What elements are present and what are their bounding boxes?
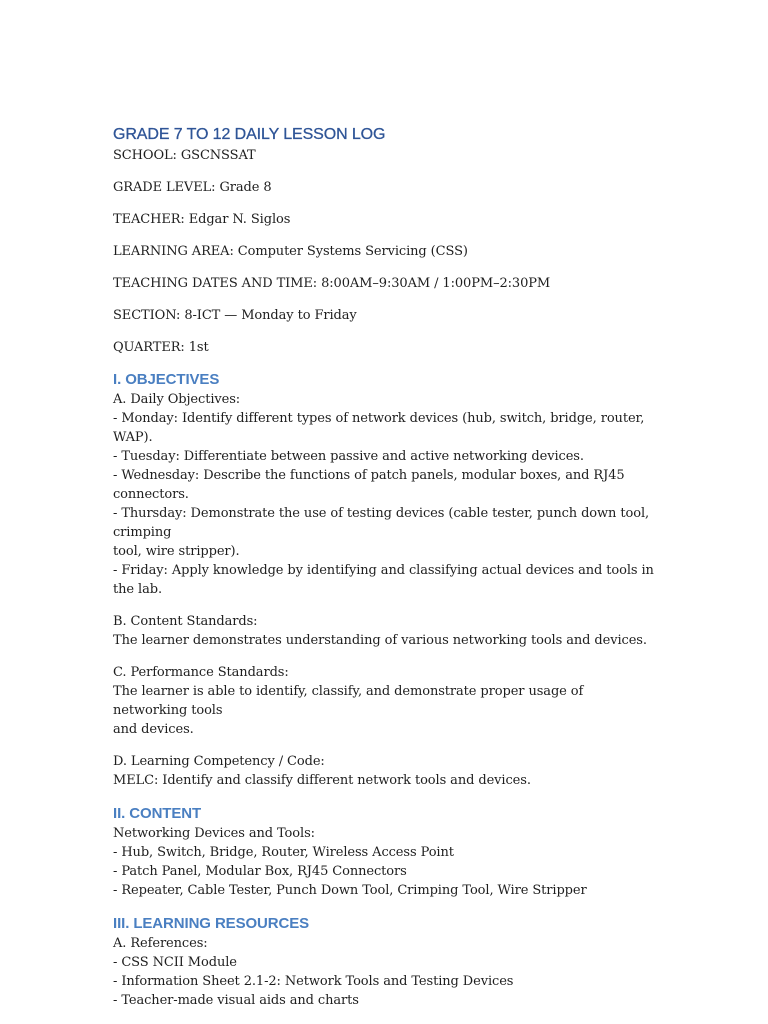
daily-objectives-label: A. Daily Objectives: [113, 392, 241, 407]
list-item: - Patch Panel, Modular Box, RJ45 Connectors [113, 864, 407, 879]
list-item: - Information Sheet 2.1-2: Network Tools and Testing Devices [113, 974, 514, 989]
objective-tuesday: - Tuesday: Differentiate between passive and active networking devices. [113, 449, 584, 464]
objective-monday: - Monday: Identify different types of network devices (hub, switch, bridge, router, WAP). [113, 411, 645, 445]
daily-objectives [113, 390, 658, 599]
meta-learning-area: LEARNING AREA: Computer Systems Servicing (CSS) [113, 244, 468, 259]
content-standards-label: B. Content Standards: [113, 614, 258, 629]
meta-block [113, 146, 658, 357]
learning-competency-label: D. Learning Competency / Code: [113, 754, 325, 769]
performance-standards [113, 663, 658, 739]
content-label: Networking Devices and Tools: [113, 826, 315, 841]
meta-teacher: TEACHER: Edgar N. Siglos [113, 212, 291, 227]
document-title: GRADE 7 TO 12 DAILY LESSON LOG [113, 126, 386, 143]
references-label: A. References: [113, 936, 208, 951]
resources-heading: III. LEARNING RESOURCES [113, 915, 310, 932]
performance-standards-text: The learner is able to identify, classify, and demonstrate proper usage of networking tools [113, 684, 584, 718]
meta-teaching-dates: TEACHING DATES AND TIME: 8:00AM–9:30AM / 1:00PM–2:30PM [113, 276, 551, 291]
meta-quarter: QUARTER: 1st [113, 340, 209, 355]
objective-friday: - Friday: Apply knowledge by identifying and classifying actual devices and tools in the lab. [113, 563, 654, 597]
performance-standards-text-cont: and devices. [113, 722, 194, 737]
content-standards [113, 612, 658, 650]
document-page [113, 124, 658, 1010]
content-heading: II. CONTENT [113, 805, 202, 822]
meta-grade-level: GRADE LEVEL: Grade 8 [113, 180, 272, 195]
list-item: - Teacher-made visual aids and charts [113, 993, 359, 1008]
performance-standards-label: C. Performance Standards: [113, 665, 289, 680]
content-list [113, 824, 658, 900]
objective-thursday: - Thursday: Demonstrate the use of testing devices (cable tester, punch down tool, crimping [113, 506, 650, 540]
references-list [113, 934, 658, 1010]
list-item: - Hub, Switch, Bridge, Router, Wireless Access Point [113, 845, 454, 860]
objectives-heading: I. OBJECTIVES [113, 371, 220, 388]
meta-section: SECTION: 8-ICT — Monday to Friday [113, 308, 357, 323]
learning-competency [113, 752, 658, 790]
content-standards-text: The learner demonstrates understanding of various networking tools and devices. [113, 633, 647, 648]
list-item: - Repeater, Cable Tester, Punch Down Tool, Crimping Tool, Wire Stripper [113, 883, 587, 898]
learning-competency-text: MELC: Identify and classify different network tools and devices. [113, 773, 531, 788]
list-item: - CSS NCII Module [113, 955, 237, 970]
meta-school: SCHOOL: GSCNSSAT [113, 148, 256, 163]
objective-thursday-cont: tool, wire stripper). [113, 544, 240, 559]
objective-wednesday: - Wednesday: Describe the functions of patch panels, modular boxes, and RJ45 connectors. [113, 468, 625, 502]
